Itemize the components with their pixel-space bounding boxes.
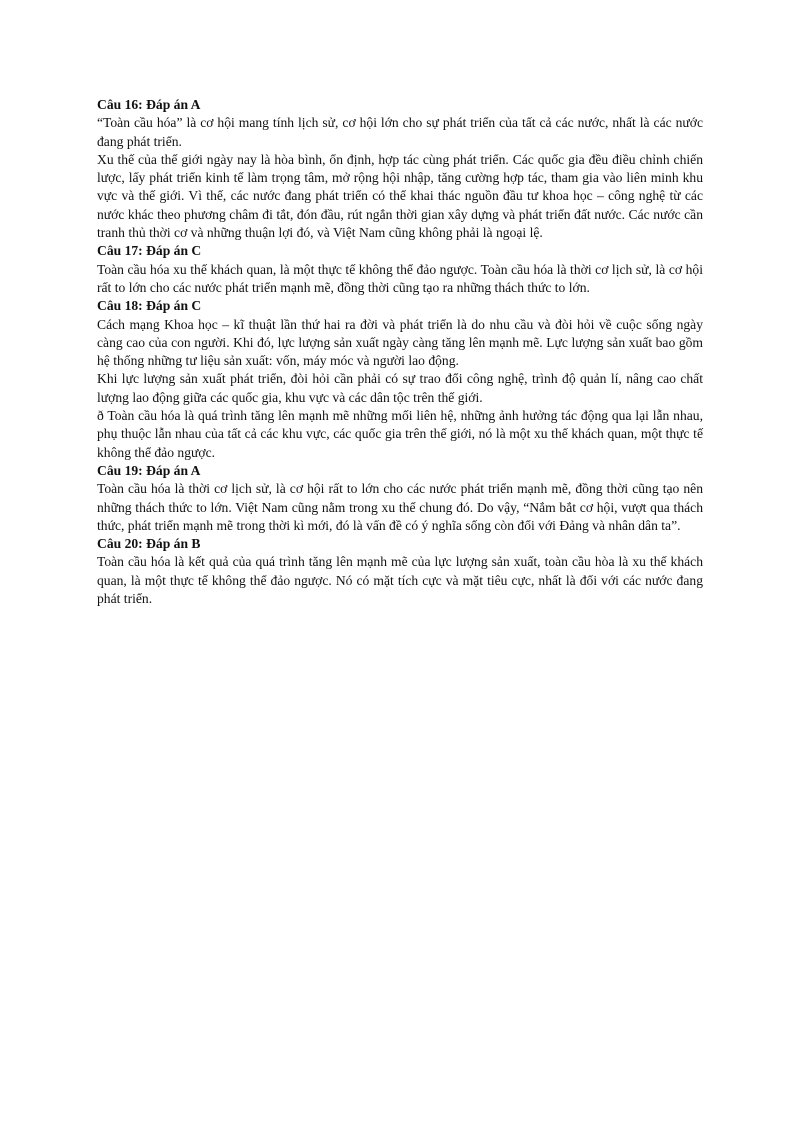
question-heading: Câu 18: Đáp án C [97, 298, 202, 314]
paragraph: Xu thế của thế giới ngày nay là hòa bình, ổn định, hợp tác cùng phát triển. Các quốc gia đều điều chỉnh chiến lược, lấy phát triển kinh tế làm trọng tâm, mở rộng hội nhập, tăng cường hợp tác, tham gia vào liên minh khu vực và thế giới. Vì thế, các nước đang phát triển có thể khai thác nguồn đầu tư khoa học – công nghệ từ các nước khác theo phương châm đi tắt, đón đầu, rút ngắn thời gian xây dựng và phát triển đất nước. Các nước cần tranh thủ thời cơ và những thuận lợi đó, và Việt Nam cũng không phải là ngoại lệ. [97, 151, 703, 241]
paragraph: “Toàn cầu hóa” là cơ hội mang tính lịch sử, cơ hội lớn cho sự phát triển của tất cả các nước, nhất là các nước đang phát triển. [97, 115, 703, 149]
paragraph: Toàn cầu hóa xu thế khách quan, là một thực tế không thể đảo ngược. Toàn cầu hóa là thời cơ lịch sử, là cơ hội rất to lớn cho các nước phát triển mạnh mẽ, đồng thời cũng tạo ra những thách thức to lớn. [97, 261, 703, 295]
answer-document [97, 96, 703, 608]
question-16 [97, 96, 703, 242]
paragraph: Khi lực lượng sản xuất phát triển, đòi hỏi cần phải có sự trao đổi công nghệ, trình độ quản lí, nâng cao chất lượng lao động giữa các quốc gia, khu vực và các dân tộc trên thế giới. [97, 371, 703, 405]
paragraph: Toàn cầu hóa là kết quả của quá trình tăng lên mạnh mẽ của lực lượng sản xuất, toàn cầu hòa là xu thế khách quan, là một thực tế không thể đảo ngược. Nó có mặt tích cực và mặt tiêu cực, nhất là đối với các nước đang phát triển. [97, 554, 703, 607]
question-19 [97, 462, 703, 535]
question-20 [97, 535, 703, 608]
paragraph: Cách mạng Khoa học – kĩ thuật lần thứ hai ra đời và phát triển là do nhu cầu và đòi hỏi về cuộc sống ngày càng cao của con người. Khi đó, lực lượng sản xuất ngày càng tăng lên mạnh mẽ. Lực lượng sản xuất bao gồm hệ thống những tư liệu sản xuất: vốn, máy móc và người lao động. [97, 316, 703, 369]
paragraph: Toàn cầu hóa là thời cơ lịch sử, là cơ hội rất to lớn cho các nước phát triển mạnh mẽ, đồng thời cũng tạo nên những thách thức to lớn. Việt Nam cũng nằm trong xu thế chung đó. Do vậy, “Nắm bắt cơ hội, vượt qua thách thức, phát triển mạnh mẽ trong thời kì mới, đó là vấn đề có ý nghĩa sống còn đối với Đảng và nhân dân ta”. [97, 481, 703, 533]
question-heading: Câu 17: Đáp án C [97, 243, 202, 259]
question-heading: Câu 19: Đáp án A [97, 462, 201, 478]
paragraph: ð Toàn cầu hóa là quá trình tăng lên mạnh mẽ những mối liên hệ, những ảnh hưởng tác động qua lại lẫn nhau, phụ thuộc lẫn nhau của tất cả các khu vực, các quốc gia trên thế giới, nó là một xu thế khách quan, một thực tế không thể đảo ngược. [97, 408, 703, 460]
question-heading: Câu 20: Đáp án B [97, 536, 201, 552]
question-heading: Câu 16: Đáp án A [97, 97, 201, 112]
question-17 [97, 242, 703, 297]
question-18 [97, 297, 703, 462]
